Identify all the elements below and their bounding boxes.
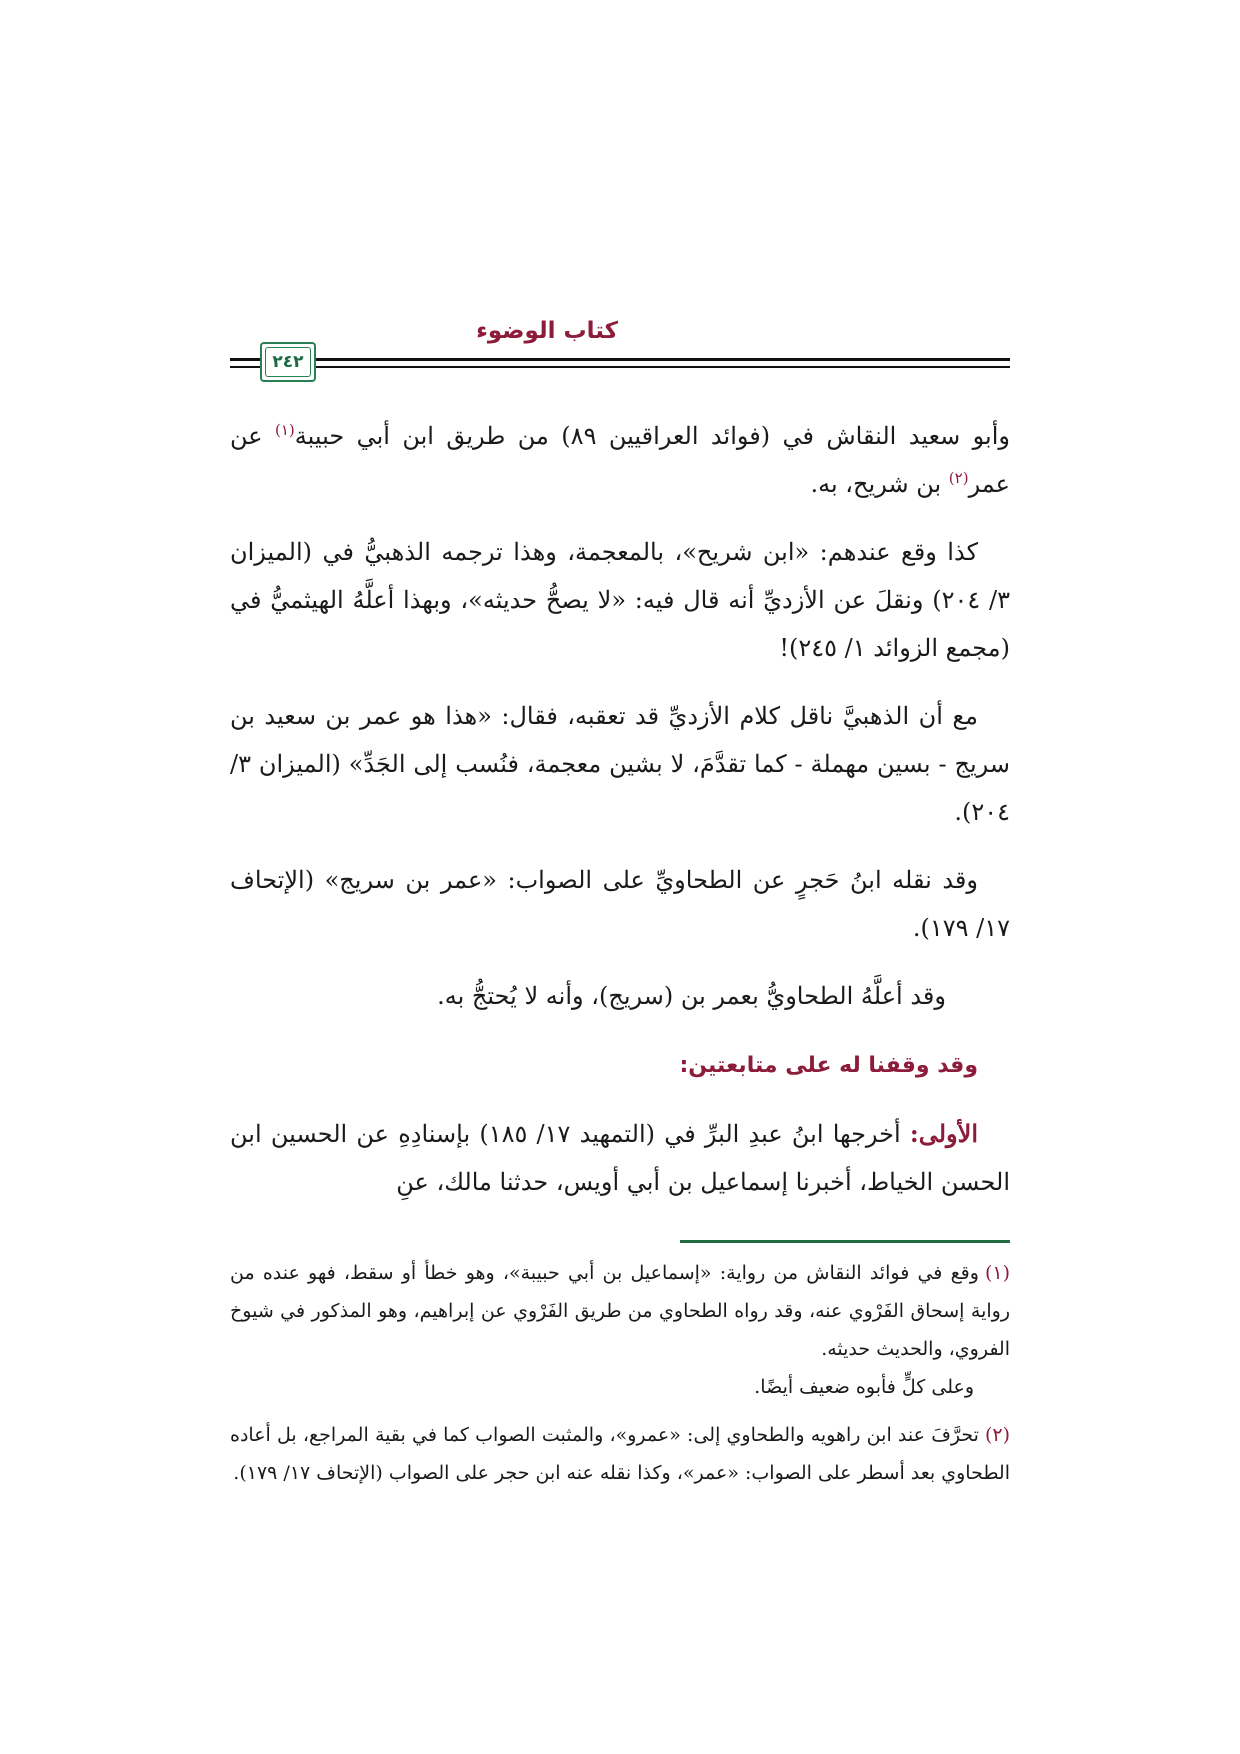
- footnote-2: [230, 1416, 1010, 1492]
- page-number-badge: [260, 342, 316, 382]
- paragraph-6-lead: الأولى:: [909, 1119, 978, 1148]
- footnote-1-text: وقع في فوائد النقاش من رواية: «إسماعيل بن أبي حبيبة»، وهو خطأ أو سقط، فهو عنده من رواية إسحاق الفَرْوي عنه، وقد رواه الطحاوي من طريق الفَرْوي عن إبراهيم، وهو المذكور في شيوخ الفروي، والحديث حديثه.: [230, 1262, 1010, 1360]
- footnotes: [230, 1254, 1010, 1502]
- page-number: ٢٤٢: [265, 347, 311, 377]
- page-header: [230, 312, 1010, 392]
- section-heading: [230, 1040, 1010, 1090]
- header-rule-bottom: [230, 366, 1010, 368]
- paragraph-2: كذا وقع عندهم: «ابن شريح»، بالمعجمة، وهذا ترجمه الذهبيُّ في (الميزان ٣/ ٢٠٤) ونقلَ عن الأزديِّ أنه قال فيه: «لا يصحُّ حديثه»، وبهذا أعلَّهُ الهيثميُّ في (مجمع الزوائد ١/ ٢٤٥)!: [230, 538, 1010, 662]
- paragraph-1-part-b: عن عمر: [230, 422, 1010, 498]
- paragraph-4: وقد نقله ابنُ حَجرٍ عن الطحاويِّ على الصواب: «عمر بن سريج» (الإتحاف ١٧/ ١٧٩).: [230, 866, 1010, 942]
- main-text: [230, 412, 1010, 1226]
- paragraph-1: [230, 412, 1010, 508]
- footnote-1: [230, 1254, 1010, 1406]
- footnote-1-number: (١): [984, 1262, 1010, 1284]
- footnote-ref-2: (٢): [948, 469, 969, 487]
- paragraph-1-part-c: بن شريح، به.: [810, 470, 949, 498]
- paragraph-6: [230, 1110, 1010, 1206]
- footnote-2-text: تحرَّفَ عند ابن راهويه والطحاوي إلى: «عمرو»، والمثبت الصواب كما في بقية المراجع، بل أعاده الطحاوي بعد أسطر على الصواب: «عمر»، وكذا نقله عنه ابن حجر على الصواب (الإتحاف ١٧/ ١٧٩).: [230, 1424, 1010, 1484]
- paragraph-6-text: أخرجها ابنُ عبدِ البرِّ في (التمهيد ١٧/ ١٨٥) بإسنادِهِ عن الحسين ابن الحسن الخياط، أخبرنا إسماعيل بن أبي أويس، حدثنا مالك، عنِ: [230, 1120, 1010, 1196]
- paragraph-5: وقد أعلَّهُ الطحاويُّ بعمر بن (سريج)، وأنه لا يُحتجُّ به.: [437, 982, 946, 1010]
- footnote-ref-1: (١): [274, 421, 295, 439]
- book-title: كتاب الوضوء: [476, 318, 618, 344]
- section-heading-text: وقد وقفنا له على متابعتين:: [679, 1053, 978, 1078]
- paragraph-3: مع أن الذهبيَّ ناقل كلام الأزديِّ قد تعقبه، فقال: «هذا هو عمر بن سعيد بن سريج - بسين مهملة - كما تقدَّمَ، لا بشين معجمة، فنُسب إلى الجَدِّ» (الميزان ٣/ ٢٠٤).: [230, 702, 1010, 826]
- paragraph-1-part-a: وأبو سعيد النقاش في (فوائد العراقيين ٨٩) من طريق ابن أبي حبيبة: [294, 422, 1010, 450]
- header-rule-top: [230, 358, 1010, 361]
- footnote-separator: [680, 1240, 1010, 1243]
- footnote-2-number: (٢): [984, 1424, 1010, 1446]
- footnote-1-extra: وعلى كلٍّ فأبوه ضعيف أيضًا.: [754, 1376, 974, 1398]
